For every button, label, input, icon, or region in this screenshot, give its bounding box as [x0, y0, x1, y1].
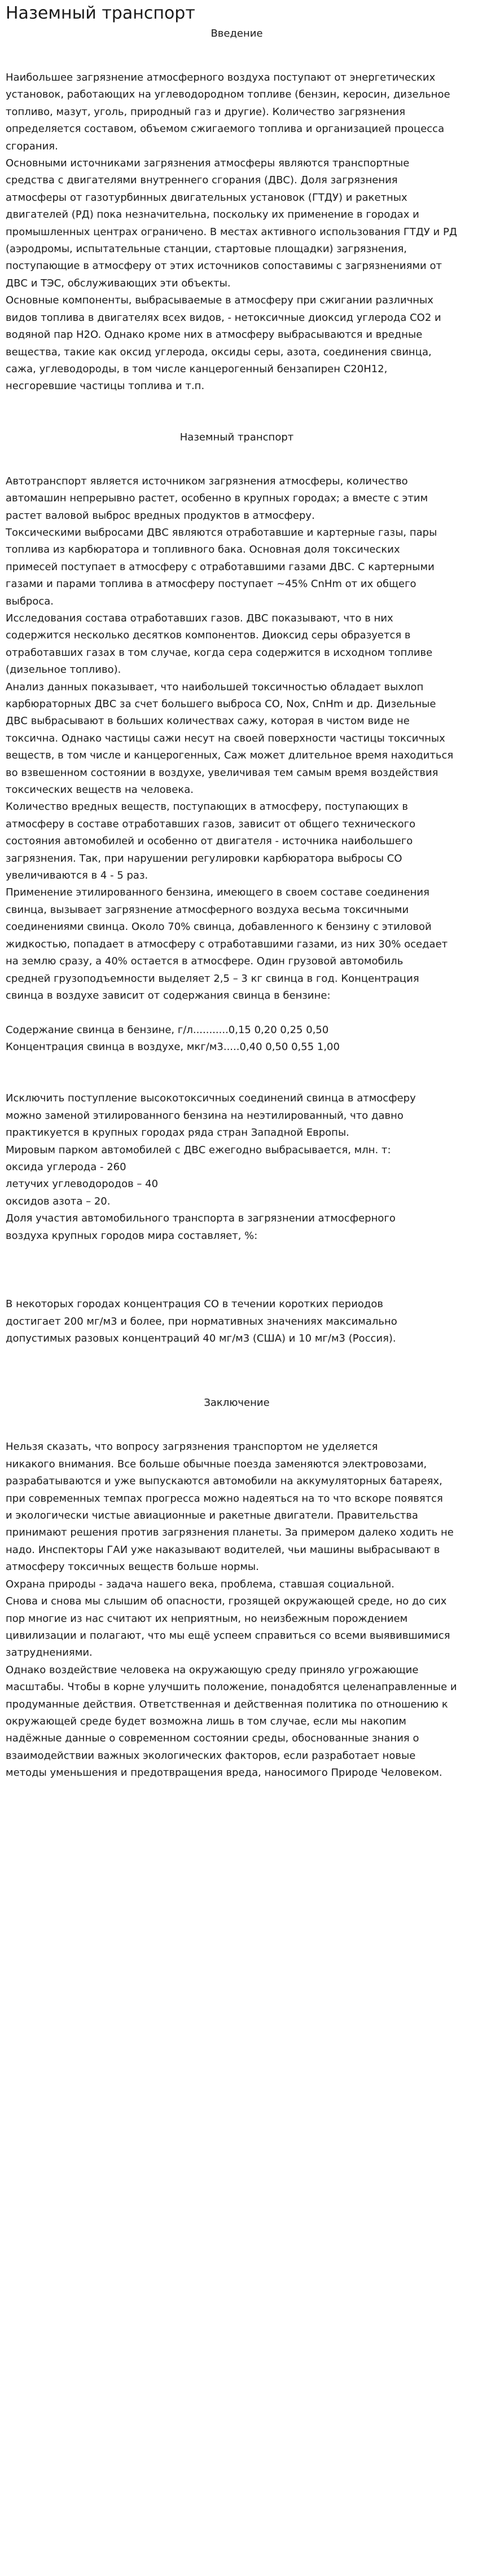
text-line: соединениями свинца. Около 70% свинца, добавленного к бензину с этиловой [6, 921, 432, 933]
text-line: надо. Инспекторы ГАИ уже наказывают водителей, чьи машины выбрасывают в [6, 1543, 440, 1556]
text-line: разрабатываются и уже выпускаются автомобили на аккумуляторных батареях, [6, 1475, 442, 1488]
text-line: методы уменьшения и предотвращения вреда, наносимого Природе Человеком. [6, 1767, 442, 1779]
text-line: выброса. [6, 595, 54, 607]
text-line: карбюраторных ДВС за счет большего выброса CO, Nox, CnHm и др. Дизельные [6, 698, 436, 710]
blank-line [6, 1245, 468, 1261]
text-line: Исключить поступление высокотоксичных соединений свинца в атмосферу [6, 1092, 416, 1105]
text-line: несгоревшие частицы топлива и т.п. [6, 380, 205, 392]
text-line: воздуха крупных городов мира составляет, %: [6, 1229, 258, 1242]
text-line: Нельзя сказать, что вопросу загрязнения транспортом не уделяется [6, 1441, 378, 1453]
text-line: (аэродромы, испытательные станции, стартовые площадки) загрязнения, [6, 243, 407, 255]
text-line: Охрана природы - задача нашего века, проблема, ставшая социальной. [6, 1578, 394, 1590]
text-line: Снова и снова мы слышим об опасности, грозящей окружающей среде, но до сих [6, 1595, 447, 1608]
text-line: оксида углерода - 260 [6, 1161, 126, 1173]
text-line: практикуется в крупных городах ряда стран Западной Европы. [6, 1127, 349, 1139]
text-line: жидкостью, попадает в атмосферу с отработавшими газами, из них 30% оседает [6, 938, 448, 950]
text-line: ДВС и ТЭС, обслуживающих эти объекты. [6, 277, 231, 289]
text-line: окружающей среде будет возможна лишь в том случае, если мы накопим [6, 1715, 406, 1727]
text-line: растет валовой выброс вредных продуктов в атмосферу. [6, 509, 315, 522]
section-heading: Заключение [204, 1397, 270, 1409]
text-line: Доля участия автомобильного транспорта в загрязнении атмосферного [6, 1212, 396, 1225]
text-line: свинца в воздухе зависит от содержания свинца в бензине: [6, 989, 331, 1002]
text-line: Анализ данных показывает, что наибольшей токсичностью обладает выхлоп [6, 681, 424, 693]
text-line: продуманные действия. Ответственная и действенная политика по отношению к [6, 1698, 448, 1710]
text-line: поступающие в атмосферу от этих источников сопоставимы с загрязнениями от [6, 260, 442, 272]
text-line: летучих углеводородов – 40 [6, 1178, 159, 1190]
text-line: затруднениями. [6, 1647, 93, 1659]
text-line: Основными источниками загрязнения атмосферы являются транспортные [6, 157, 410, 170]
section-spacer [6, 446, 468, 473]
blank-line [6, 1004, 468, 1021]
section [6, 395, 468, 1348]
text-line: Однако воздействие человека на окружающую среду приняло угрожающие [6, 1664, 419, 1676]
section-heading: Введение [211, 28, 263, 39]
text-line: средства с двигателями внутреннего сгорания (ДВС). Доля загрязнения [6, 174, 398, 187]
text-line: и экологически чистые авиационные и ракетные двигатели. Правительства [6, 1510, 418, 1522]
text-line: можно заменой этилированного бензина на неэтилированный, что давно [6, 1109, 404, 1122]
text-line: топливо, мазут, уголь, природный газ и другие). Количество загрязнения определяется составом, объемом сжигаемого топлива и организацией процесса [6, 105, 445, 135]
section-spacer [6, 42, 468, 69]
text-line: топлива из карбюратора и топливного бака. Основная доля токсических [6, 544, 400, 556]
text-line: водяной пар H2O. Однако кроме них в атмосферу выбрасываются и вредные [6, 329, 423, 341]
text-line: пор многие из нас считают их неприятным, но неизбежным порождением [6, 1612, 408, 1625]
text-line: атмосферу в составе отработавших газов, зависит от общего технического [6, 818, 416, 830]
text-line: примесей поступает в атмосферу с отработавшими газами ДВС. С картерными [6, 561, 435, 573]
text-line: Основные компоненты, выбрасываемые в атмосферу при сжигании различных [6, 294, 433, 307]
text-line: веществ, в том числе и канцерогенных, Саж может длительное время находиться [6, 749, 454, 762]
text-line: вещества, такие как оксид углерода, оксиды серы, азота, соединения свинца, [6, 346, 432, 358]
text-line: отработавших газах в том случае, когда сера содержится в исходном топливе [6, 646, 433, 659]
text-line: Мировым парком автомобилей с ДВС ежегодно выбрасывается, млн. т: [6, 1144, 391, 1156]
text-line: токсических веществ на человека. [6, 784, 194, 796]
document-body [6, 25, 468, 1782]
text-line: Токсическими выбросами ДВС являются отработавшие и картерные газы, пары [6, 526, 437, 539]
text-line: взаимодействии важных экологических факторов, если разработает новые [6, 1749, 416, 1762]
text-line: Содержание свинца в бензине, г/л...........0,15 0,20 0,25 0,50 [6, 1024, 329, 1036]
text-line: Исследования состава отработавших газов. ДВС показывают, что в них [6, 612, 393, 624]
text-line: масштабы. Чтобы в корне улучшить положение, понадобятся целенаправленные и [6, 1681, 457, 1693]
text-line: токсична. Однако частицы сажи несут на своей поверхности частицы токсичных [6, 732, 445, 744]
section-heading: Наземный транспорт [179, 431, 294, 443]
text-line: принимают решения против загрязнения планеты. За примером далеко ходить не [6, 1527, 454, 1539]
text-line: видов топлива в двигателях всех видов, - нетоксичные диоксид углерода CO2 и [6, 311, 441, 324]
text-line: при современных темпах прогресса можно надеяться на то что вскоре появятся [6, 1492, 443, 1505]
blank-line [6, 1056, 468, 1073]
text-line: промышленных центрах ограничено. В местах активного использования ГТДУ и РД [6, 226, 457, 238]
text-line: во взвешенном состоянии в воздухе, увеличивая тем самым время воздействия [6, 766, 438, 779]
text-line: атмосферу токсичных веществ больше нормы. [6, 1561, 259, 1573]
blank-line [6, 1261, 468, 1278]
text-line: Количество вредных веществ, поступающих в атмосферу, поступающих в [6, 801, 408, 813]
text-line: газами и парами топлива в атмосферу поступает ~45% CnHm от их общего [6, 578, 416, 590]
section [6, 25, 468, 395]
text-line: Применение этилированного бензина, имеющего в своем составе соединения [6, 886, 429, 899]
text-line: В некоторых городах концентрация CO в течении коротких периодов [6, 1298, 383, 1311]
text-line: загрязнения. Так, при нарушении регулировки карбюратора выбросы CO [6, 852, 402, 864]
text-line: Концентрация свинца в воздухе, мкг/м3.....0,40 0,50 0,55 1,00 [6, 1041, 340, 1053]
text-line: двигателей (РД) пока незначительна, поскольку их применение в городах и [6, 209, 419, 221]
blank-line [6, 1279, 468, 1296]
section-spacer [6, 1411, 468, 1439]
text-line: оксидов азота – 20. [6, 1195, 111, 1207]
text-line: содержится несколько десятков компонентов. Диоксид серы образуется в [6, 629, 411, 642]
text-line: сажа, углеводороды, в том числе канцерогенный бензапирен С20Н12, [6, 363, 388, 375]
text-line: атмосферы от газотурбинных двигательных установок (ГТДУ) и ракетных [6, 191, 407, 204]
text-line: увеличиваются в 4 - 5 раз. [6, 870, 148, 882]
section [6, 1347, 468, 1781]
text-line: средней грузоподъемности выделяет 2,5 – 3 кг свинца в год. Концентрация [6, 972, 419, 985]
text-line: состояния автомобилей и особенно от двигателя - источника наибольшего [6, 835, 413, 848]
text-line: ДВС выбрасывают в больших количествах сажу, которая в чистом виде не [6, 715, 410, 727]
text-line: Наибольшее загрязнение атмосферного воздуха поступают от энергетических [6, 72, 436, 83]
text-line: установок, работающих на углеводородном топливе (бензин, керосин, дизельное [6, 89, 450, 101]
page-title: Наземный транспорт [6, 3, 195, 23]
blank-line [6, 1073, 468, 1090]
text-line: свинца, вызывает загрязнение атмосферного воздуха весьма токсичными [6, 903, 409, 916]
text-line: надёжные данные о современном состоянии среды, обоснованные знания о [6, 1732, 419, 1745]
text-line: (дизельное топливо). [6, 664, 121, 676]
text-line: сгорания. [6, 140, 58, 152]
text-line: никакого внимания. Все больше обычные поезда заменяются электровозами, [6, 1458, 427, 1470]
text-line: цивилизации и полагают, что мы ещё успеем справиться со всеми выявившимися [6, 1629, 450, 1642]
text-line: достигает 200 мг/м3 и более, при нормативных значениях максимально [6, 1315, 397, 1327]
text-line: допустимых разовых концентраций 40 мг/м3 (США) и 10 мг/м3 (Россия). [6, 1333, 396, 1345]
text-line: Автотранспорт является источником загрязнения атмосферы, количество [6, 475, 408, 487]
text-line: на землю сразу, а 40% остается в атмосфере. Один грузовой автомобиль [6, 955, 404, 968]
text-line: автомашин непрерывно растет, особенно в крупных городах; а вместе с этим [6, 492, 428, 505]
